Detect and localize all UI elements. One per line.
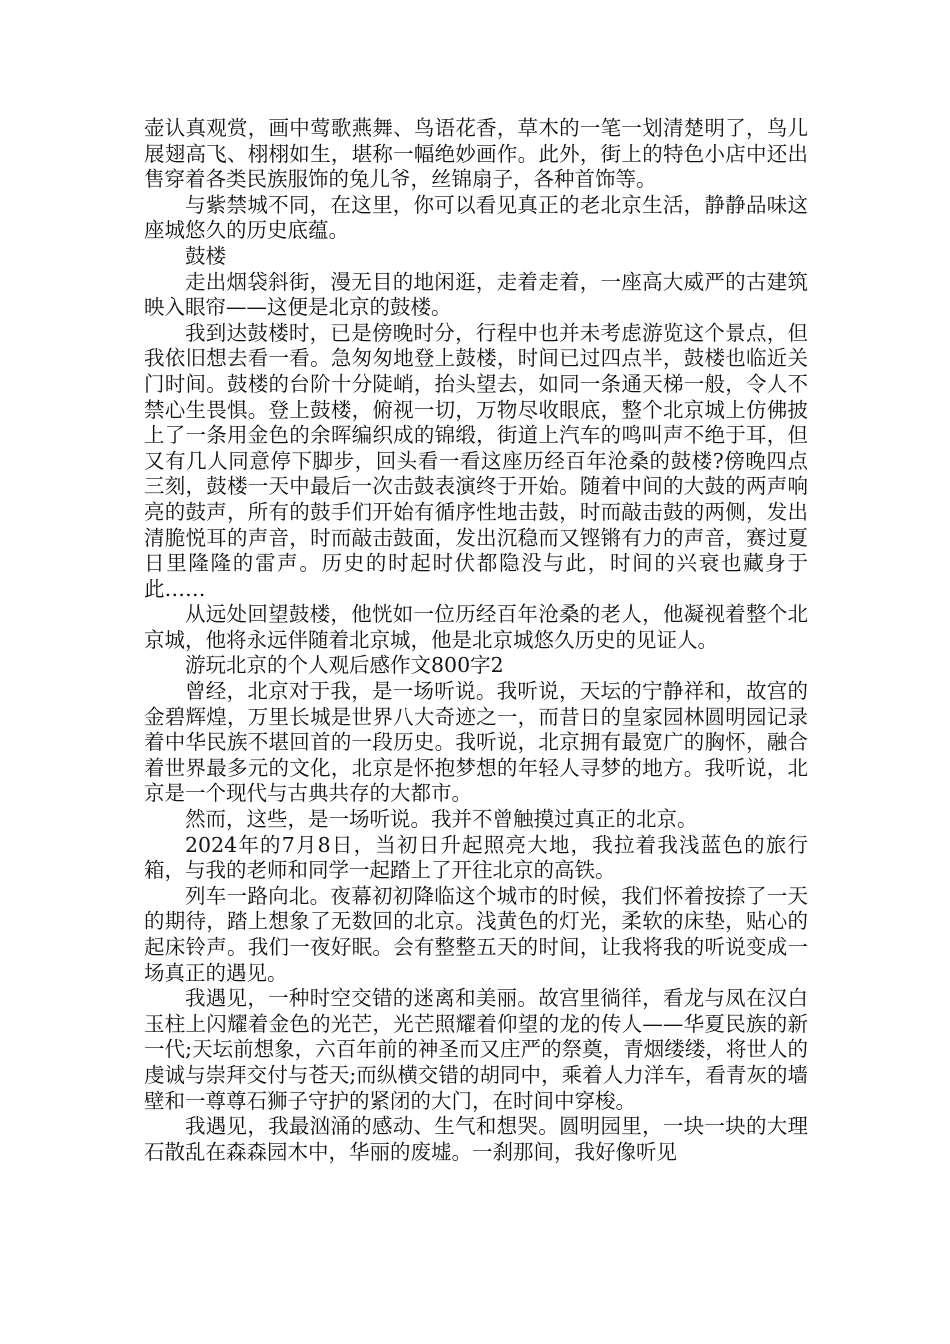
paragraph: 我到达鼓楼时，已是傍晚时分，行程中也并未考虑游览这个景点，但我依旧想去看一看。急匆匆地登上鼓楼，时间已过四点半，鼓楼也临近关门时间。鼓楼的台阶十分陡峭，抬头望去，如同一条通天梯一般，令人不禁心生畏惧。登上鼓楼，俯视一切，万物尽收眼底，整个北京城上仿佛披上了一条用金色的余晖编织成的锦缎，街道上汽车的鸣叫声不绝于耳，但又有几人同意停下脚步，回头看一看这座历经百年沧桑的鼓楼?傍晚四点三刻，鼓楼一天中最后一次击鼓表演终于开始。随着中间的大鼓的两声响亮的鼓声，所有的鼓手们开始有循序性地击鼓，时而敲击鼓的两侧，发出清脆悦耳的声音，时而敲击鼓面，发出沉稳而又铿锵有力的声音，赛过夏日里隆隆的雷声。历史的时起时伏都隐没与此，时间的兴衰也藏身于此……	[144, 320, 808, 601]
paragraph: 曾经，北京对于我，是一场听说。我听说，天坛的宁静祥和，故宫的金碧辉煌，万里长城是世界八大奇迹之一，而昔日的皇家园林圆明园记录着中华民族不堪回首的一段历史。我听说，北京拥有最宽广的胸怀，融合着世界最多元的文化，北京是怀抱梦想的年轻人寻梦的地方。我听说，北京是一个现代与古典共存的大都市。	[144, 679, 808, 806]
paragraph: 我遇见，一种时空交错的迷离和美丽。故宫里徜徉，看龙与凤在汉白玉柱上闪耀着金色的光芒，光芒照耀着仰望的龙的传人——华夏民族的新一代;天坛前想象，六百年前的神圣而又庄严的祭奠，青烟缕缕，将世人的虔诚与崇拜交付与苍天;而纵横交错的胡同中，乘着人力洋车，看青灰的墙壁和一尊尊石狮子守护的紧闭的大门，在时间中穿梭。	[144, 986, 808, 1113]
section-heading-drum-tower: 鼓楼	[185, 243, 226, 268]
paragraph-continuation: 壶认真观赏，画中莺歌燕舞、鸟语花香，草木的一笔一划清楚明了，鸟儿展翅高飞、栩栩如生，堪称一幅绝妙画作。此外，街上的特色小店中还出售穿着各类民族服饰的兔儿爷，丝锦扇子，各种首饰等。	[144, 116, 808, 192]
paragraph: 走出烟袋斜街，漫无目的地闲逛，走着走着，一座高大威严的古建筑映入眼帘——这便是北京的鼓楼。	[144, 269, 808, 320]
essay-title: 游玩北京的个人观后感作文800字2	[185, 653, 504, 678]
paragraph: 然而，这些，是一场听说。我并不曾触摸过真正的北京。	[185, 807, 698, 832]
paragraph: 列车一路向北。夜幕初初降临这个城市的时候，我们怀着按捺了一天的期待，踏上想象了无数回的北京。浅黄色的灯光，柔软的床垫，贴心的起床铃声。我们一夜好眠。会有整整五天的时间，让我将我的听说变成一场真正的遇见。	[144, 883, 808, 985]
paragraph: 与紫禁城不同，在这里，你可以看见真正的老北京生活，静静品味这座城悠久的历史底蕴。	[144, 192, 808, 243]
paragraph: 我遇见，我最汹涌的感动、生气和想哭。圆明园里，一块一块的大理石散乱在森森园木中，华丽的废墟。一刹那间，我好像听见	[144, 1114, 808, 1164]
paragraph: 从远处回望鼓楼，他恍如一位历经百年沧桑的老人，他凝视着整个北京城，他将永远伴随着北京城，他是北京城悠久历史的见证人。	[144, 602, 808, 652]
paragraph: 2024年的7月8日，当初日升起照亮大地，我拉着我浅蓝色的旅行箱，与我的老师和同学一起踏上了开往北京的高铁。	[144, 832, 808, 883]
document-body	[144, 116, 808, 1165]
